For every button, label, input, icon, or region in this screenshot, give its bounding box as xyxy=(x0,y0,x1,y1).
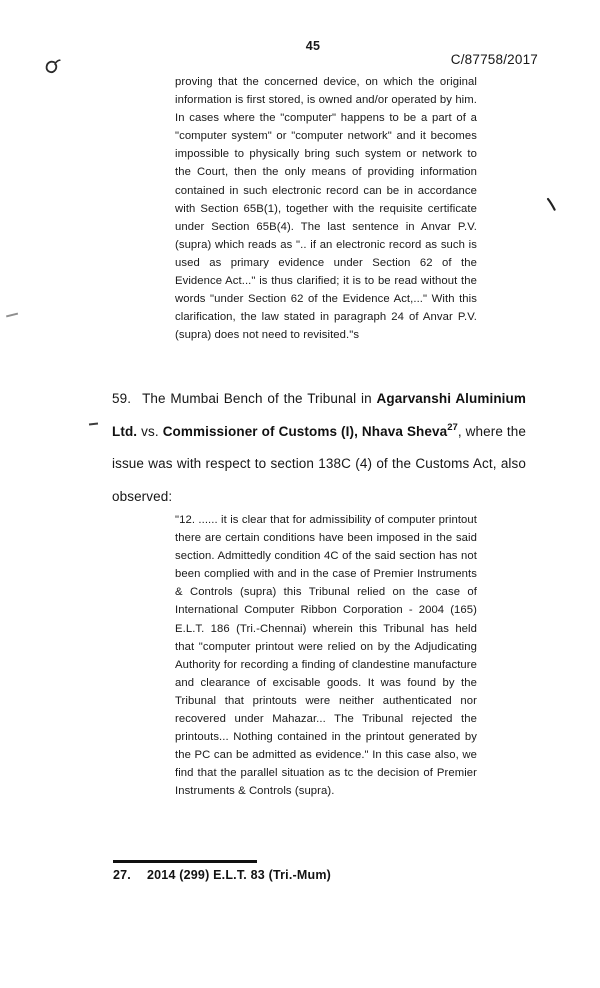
handwritten-mark-icon xyxy=(44,58,62,78)
paragraph-number: 59. xyxy=(112,391,132,406)
paragraph-59 xyxy=(112,383,526,513)
margin-dash-icon xyxy=(6,313,18,317)
para59-vs: vs. xyxy=(137,423,163,439)
case-name-agarvanshi: Agarvanshi Aluminium Ltd. xyxy=(112,391,526,439)
footnote xyxy=(113,868,331,882)
footnote-reference: 27 xyxy=(447,421,458,433)
case-number: C/87758/2017 xyxy=(450,52,538,67)
para59-text-after: , where the issue was with respect to section 138C (4) of the Customs Act, also observed: xyxy=(112,423,526,504)
page-number: 45 xyxy=(305,39,321,53)
block-quote-agarvanshi: "12. ...... it is clear that for admissibility of computer printout there are certain conditions have been imposed in the said section. Admittedly condition 4C of the said section has not been complied with and in the case of Premier Instruments & Controls (supra) this Tribunal relied on the case of International Computer Ribbon Corporation - 2004 (165) E.L.T. 186 (Tri.-Chennai) wherein this Tribunal has held that "computer printout were relied on by the Adjudicating Authority for recording a finding of clandestine manufacture and clearance of excisable goods. It was found by the Tribunal that printouts were neither authenticated nor recovered under Mahazar... The Tribunal rejected the printouts... Nothing contained in the printout generated by the PC can be admitted as evidence." In this case also, we find that the parallel situation as tc the decision of Premier Instruments & Controls (supra). xyxy=(175,514,477,798)
block-quote-anvar: proving that the concerned device, on which the original information is first stored, is owned and/or operated by him. In cases where the "computer" happens to be a part of a "computer system" or "computer network" and it becomes impossible to physically bring such system or network to the Court, then the only means of providing information contained in such electronic record can be in accordance with Section 65B(1), together with the requisite certificate under Section 65B(4). The last sentence in Anvar P.V. (supra) which reads as ".. if an electronic record as such is used as primary evidence under Section 62 of the Evidence Act..." is thus clarified; it is to be read without the words "under Section 62 of the Evidence Act,..." With this clarification, the law stated in paragraph 24 of Anvar P.V. (supra) does not need to revisited."s xyxy=(175,76,477,342)
footnote-citation: 2014 (299) E.L.T. 83 (Tri.-Mum) xyxy=(146,868,332,882)
ltd-margin-dash-icon xyxy=(89,423,98,426)
para59-text-before: The Mumbai Bench of the Tribunal in xyxy=(142,391,377,406)
footnote-number: 27. xyxy=(113,868,131,882)
tick-mark-icon xyxy=(546,197,557,212)
case-name-commissioner: Commissioner of Customs (I), Nhava Sheva xyxy=(162,423,448,439)
footnote-rule xyxy=(113,860,257,863)
